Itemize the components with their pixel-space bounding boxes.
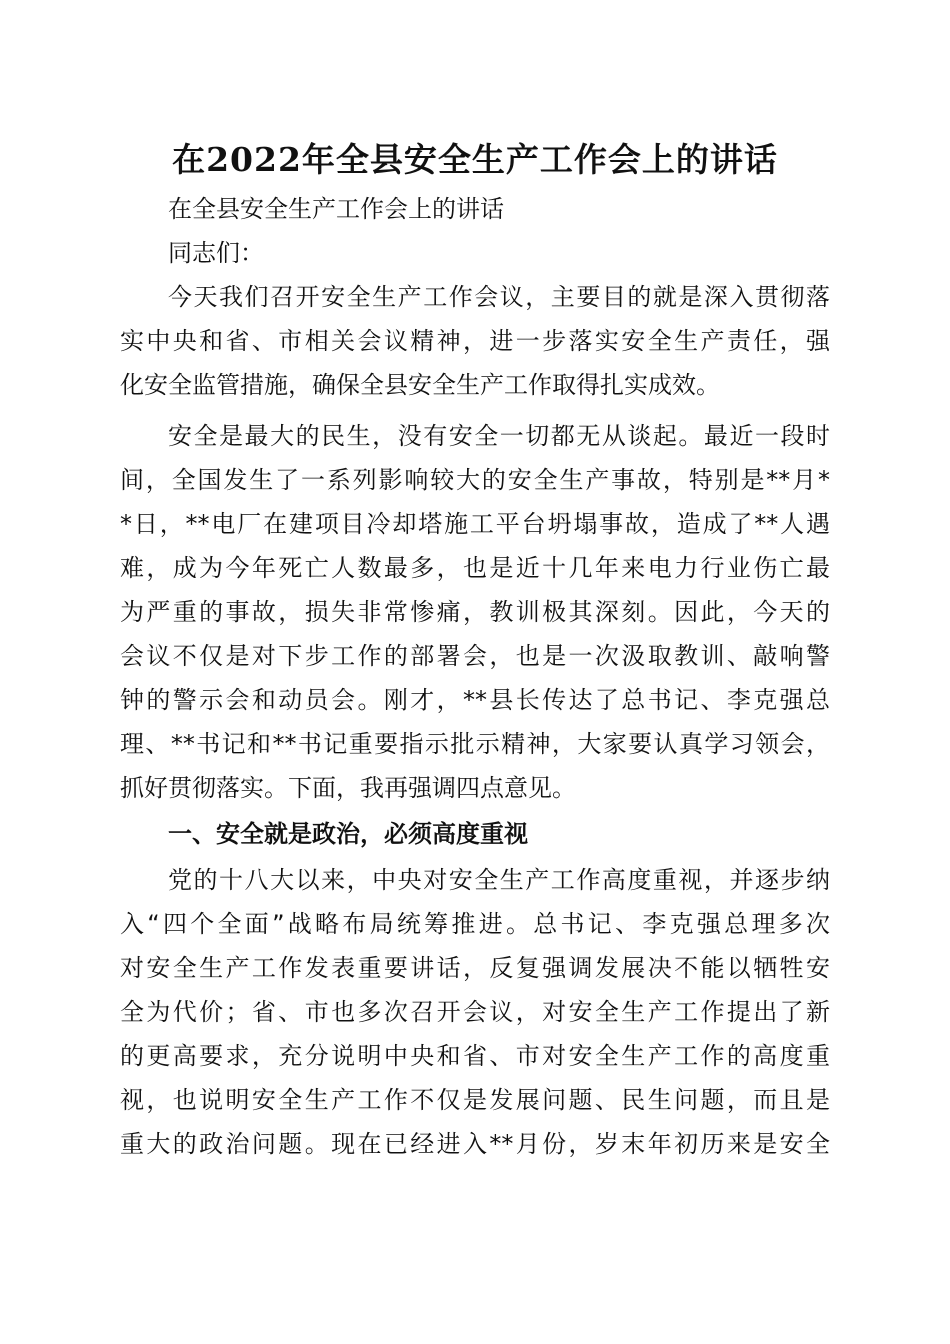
- paragraph-line: 化安全监管措施，确保全县安全生产工作取得扎实成效。: [120, 371, 720, 399]
- paragraph-line: 对安全生产工作发表重要讲话，反复强调发展决不能以牺牲安: [120, 954, 830, 982]
- paragraph-line: 安全是最大的民生，没有安全一切都无从谈起。最近一段时: [168, 422, 830, 450]
- paragraph-line: 今天我们召开安全生产工作会议，主要目的就是深入贯彻落: [168, 283, 830, 311]
- paragraph-line: 间，全国发生了一系列影响较大的安全生产事故，特别是**月*: [120, 466, 830, 494]
- paragraph-line: 实中央和省、市相关会议精神，进一步落实安全生产责任，强: [120, 327, 830, 355]
- paragraph-line: 视，也说明安全生产工作不仅是发展问题、民生问题，而且是: [120, 1086, 830, 1114]
- document-subtitle: 在全县安全生产工作会上的讲话: [168, 195, 504, 223]
- paragraph-line: 为严重的事故，损失非常惨痛，教训极其深刻。因此，今天的: [120, 598, 830, 626]
- paragraph-line: 党的十八大以来，中央对安全生产工作高度重视，并逐步纳: [168, 866, 830, 894]
- paragraph-line: 重大的政治问题。现在已经进入**月份，岁末年初历来是安全: [120, 1130, 830, 1158]
- paragraph-line: 全为代价；省、市也多次召开会议，对安全生产工作提出了新: [120, 998, 830, 1026]
- paragraph-line: 会议不仅是对下步工作的部署会，也是一次汲取教训、敲响警: [120, 642, 830, 670]
- paragraph-line: 理、**书记和**书记重要指示批示精神，大家要认真学习领会，: [120, 730, 830, 758]
- salutation: 同志们：: [168, 239, 264, 267]
- paragraph-line: 钟的警示会和动员会。刚才，**县长传达了总书记、李克强总: [120, 686, 830, 714]
- section-heading: 一、安全就是政治，必须高度重视: [168, 820, 528, 848]
- paragraph-line: *日，**电厂在建项目冷却塔施工平台坍塌事故，造成了**人遇: [120, 510, 830, 538]
- paragraph-line: 抓好贯彻落实。下面，我再强调四点意见。: [120, 774, 576, 802]
- document-title: 在2022年全县安全生产工作会上的讲话: [172, 140, 778, 179]
- paragraph-line: 入“四个全面”战略布局统筹推进。总书记、李克强总理多次: [120, 910, 830, 938]
- paragraph-line: 的更高要求，充分说明中央和省、市对安全生产工作的高度重: [120, 1042, 830, 1070]
- paragraph-line: 难，成为今年死亡人数最多，也是近十几年来电力行业伤亡最: [120, 554, 830, 582]
